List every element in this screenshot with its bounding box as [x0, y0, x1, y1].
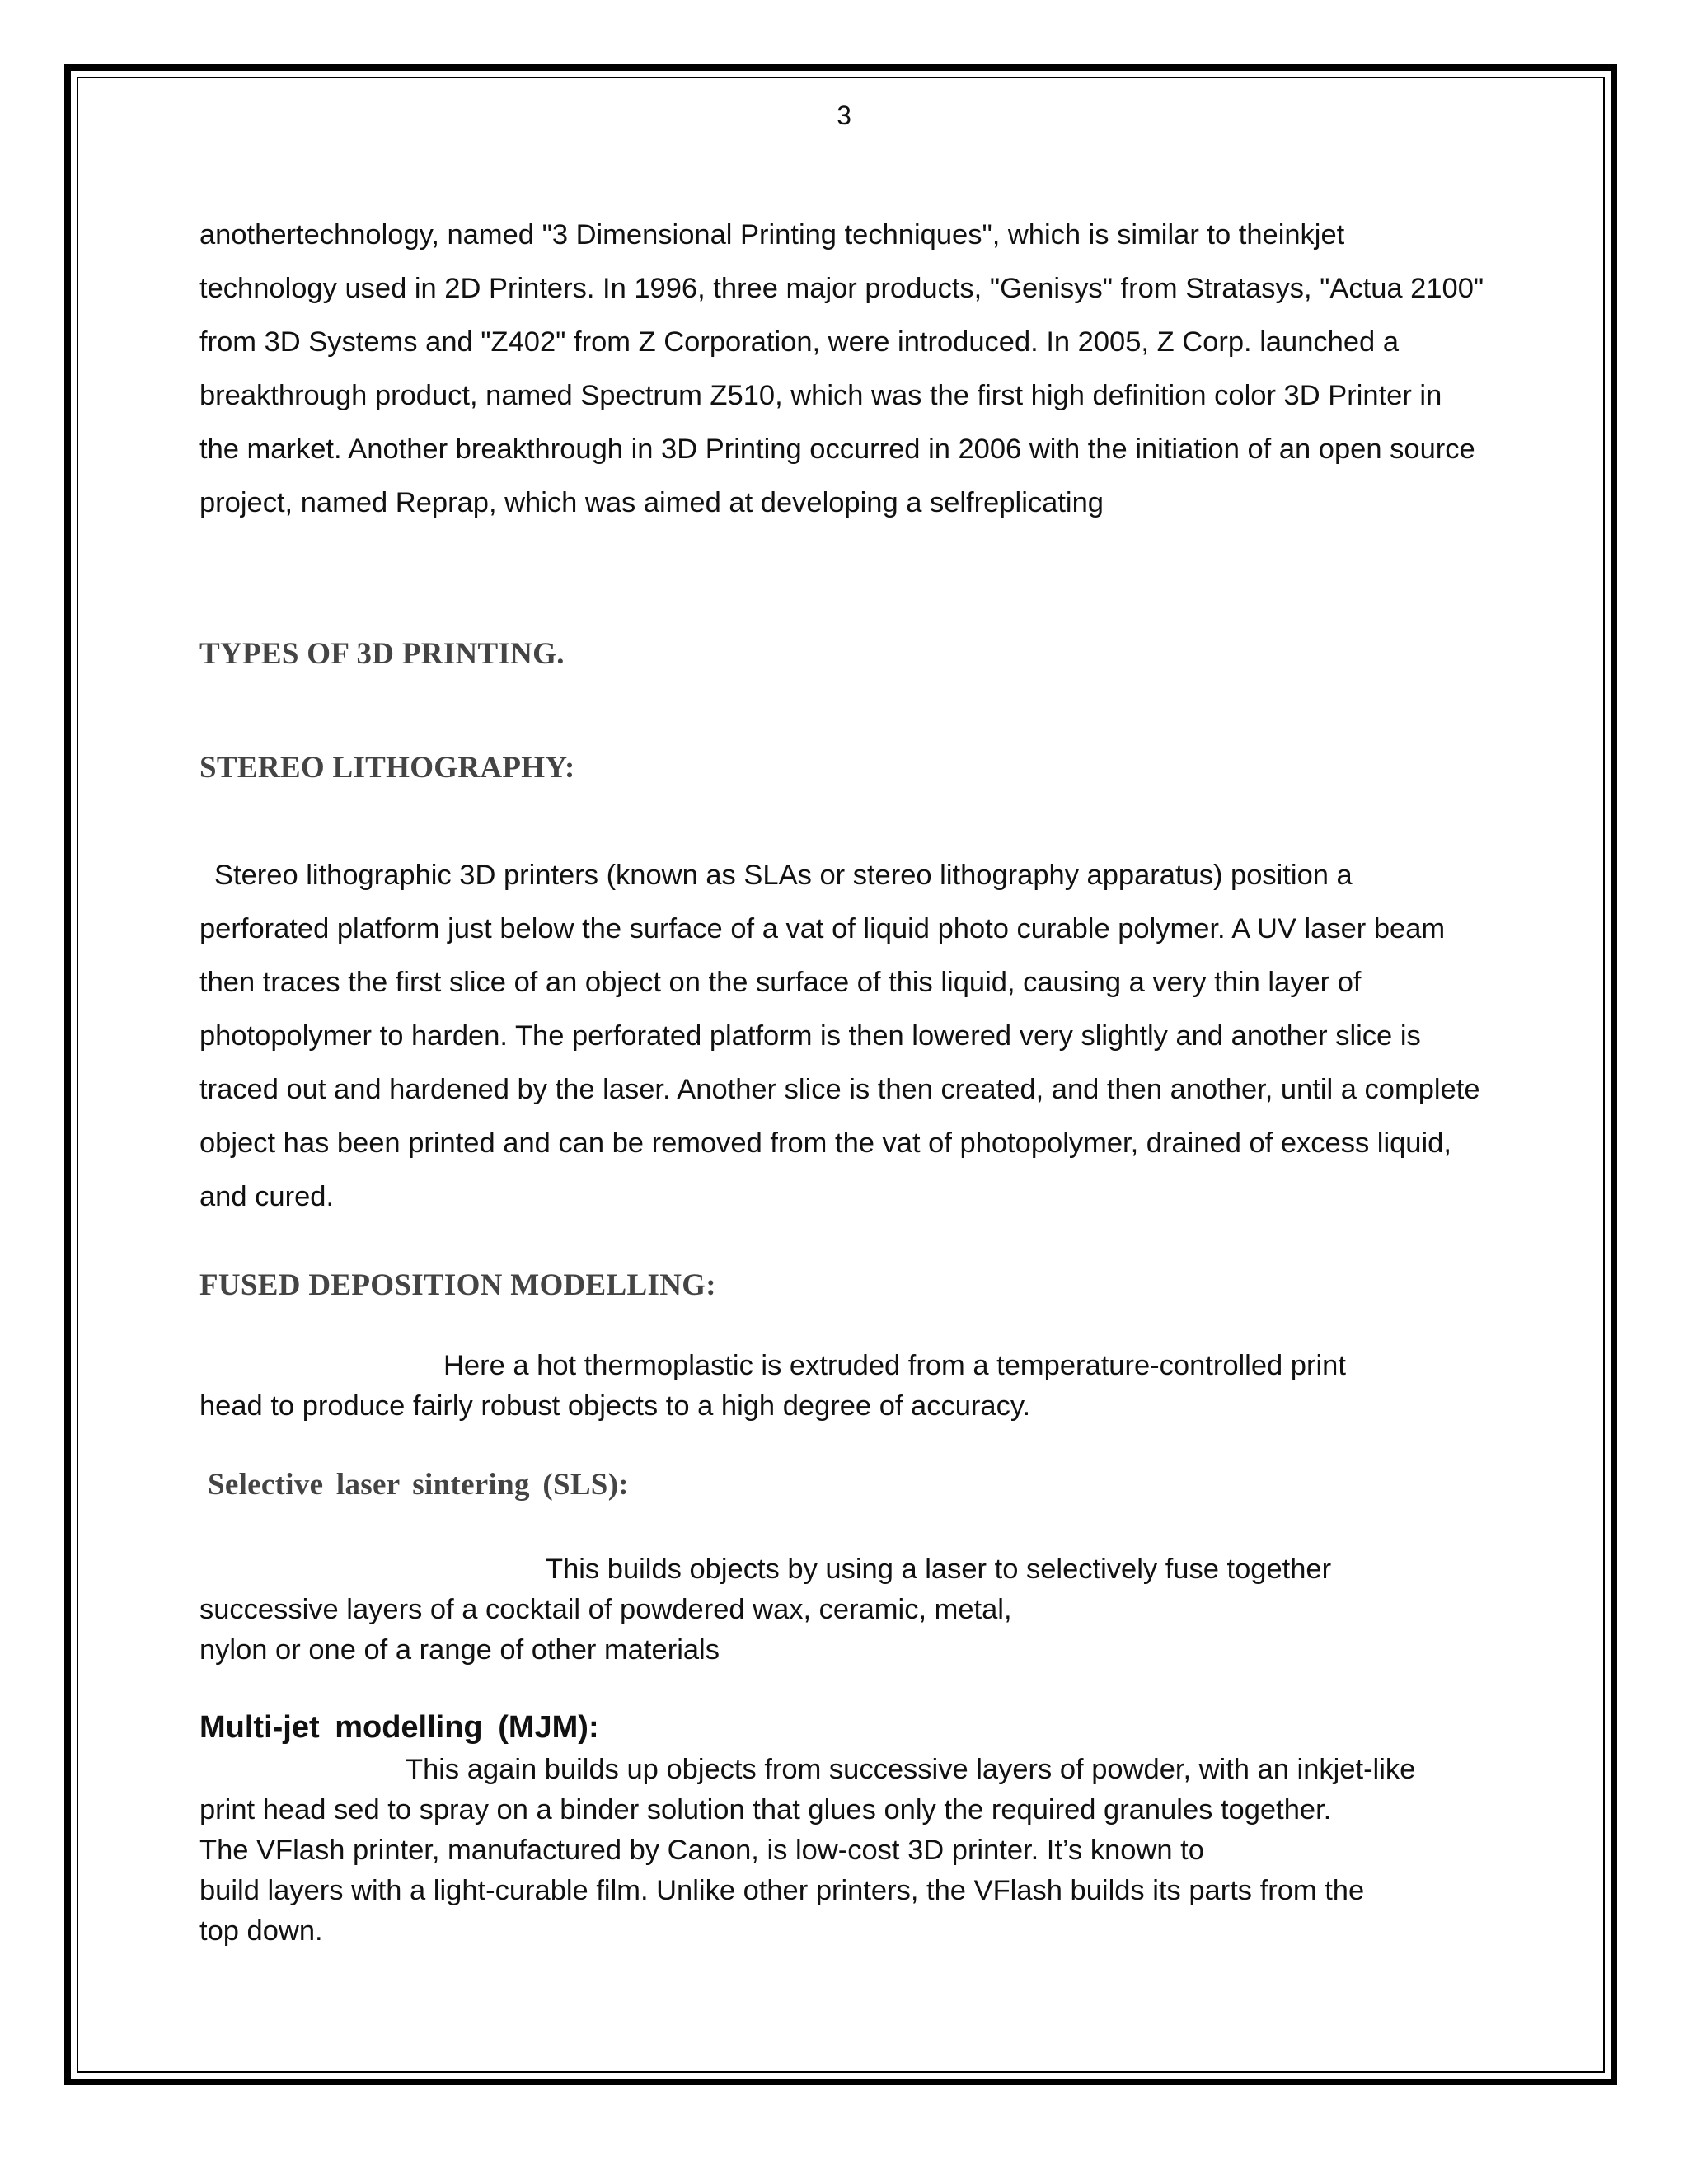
types-heading: TYPES OF 3D PRINTING. [199, 637, 565, 671]
sls-paragraph [199, 1549, 1535, 1671]
sls-heading: Selective laser sintering (SLS): [208, 1468, 629, 1502]
mjm-heading: Multi-jet modelling (MJM): [199, 1710, 599, 1745]
stereo-paragraph: Stereo lithographic 3D printers (known as SLAs or stereo lithography apparatus) position a perforated platform just below the surface of a vat of liquid photo curable polymer. A UV laser beam then traces the first slice of an object on the surface of this liquid, causing a very thin layer of photopolymer to harden. The perforated platform is then lowered very slightly and another slice is traced out and hardened by the laser. Another slice is then created, and then another, until a complete object has been printed and can be removed from the vat of photopolymer, drained of excess liquid, and cured. [199, 860, 1480, 1212]
mjm-line-4: build layers with a light-curable film. Unlike other printers, the VFlash builds its parts from the [199, 1875, 1365, 1906]
fdm-heading: FUSED DEPOSITION MODELLING: [199, 1268, 716, 1302]
sls-line-1: This builds objects by using a laser to selectively fuse together [546, 1554, 1332, 1585]
sls-line-2: successive layers of a cocktail of powdered wax, ceramic, metal, [199, 1594, 1012, 1625]
stereo-heading: STEREO LITHOGRAPHY: [199, 751, 575, 785]
mjm-line-1: This again builds up objects from successive layers of powder, with an inkjet-like [406, 1754, 1416, 1785]
mjm-line-3: The VFlash printer, manufactured by Canon, is low-cost 3D printer. It’s known to [199, 1835, 1204, 1866]
page-number: 3 [837, 101, 851, 130]
mjm-line-2: print head sed to spray on a binder solution that glues only the required granules together. [199, 1794, 1332, 1825]
fdm-line-2: head to produce fairly robust objects to a high degree of accuracy. [199, 1390, 1031, 1422]
sls-line-3: nylon or one of a range of other materials [199, 1634, 720, 1666]
fdm-paragraph [199, 1346, 1535, 1427]
mjm-paragraph [199, 1750, 1535, 1952]
intro-paragraph: anothertechnology, named "3 Dimensional Printing techniques", which is similar to theinkjet technology used in 2D Printers. In 1996, three major products, "Genisys" from Stratasys, "Actua 2100" from 3D Systems and "Z402" from Z Corporation, were introduced. In 2005, Z Corp. launched a breakthrough product, named Spectrum Z510, which was the first high definition color 3D Printer in the market. Another breakthrough in 3D Printing occurred in 2006 with the initiation of an open source project, named Reprap, which was aimed at developing a selfreplicating [199, 219, 1484, 518]
mjm-line-5: top down. [199, 1915, 323, 1947]
fdm-line-1: Here a hot thermoplastic is extruded from a temperature-controlled print [443, 1350, 1346, 1381]
